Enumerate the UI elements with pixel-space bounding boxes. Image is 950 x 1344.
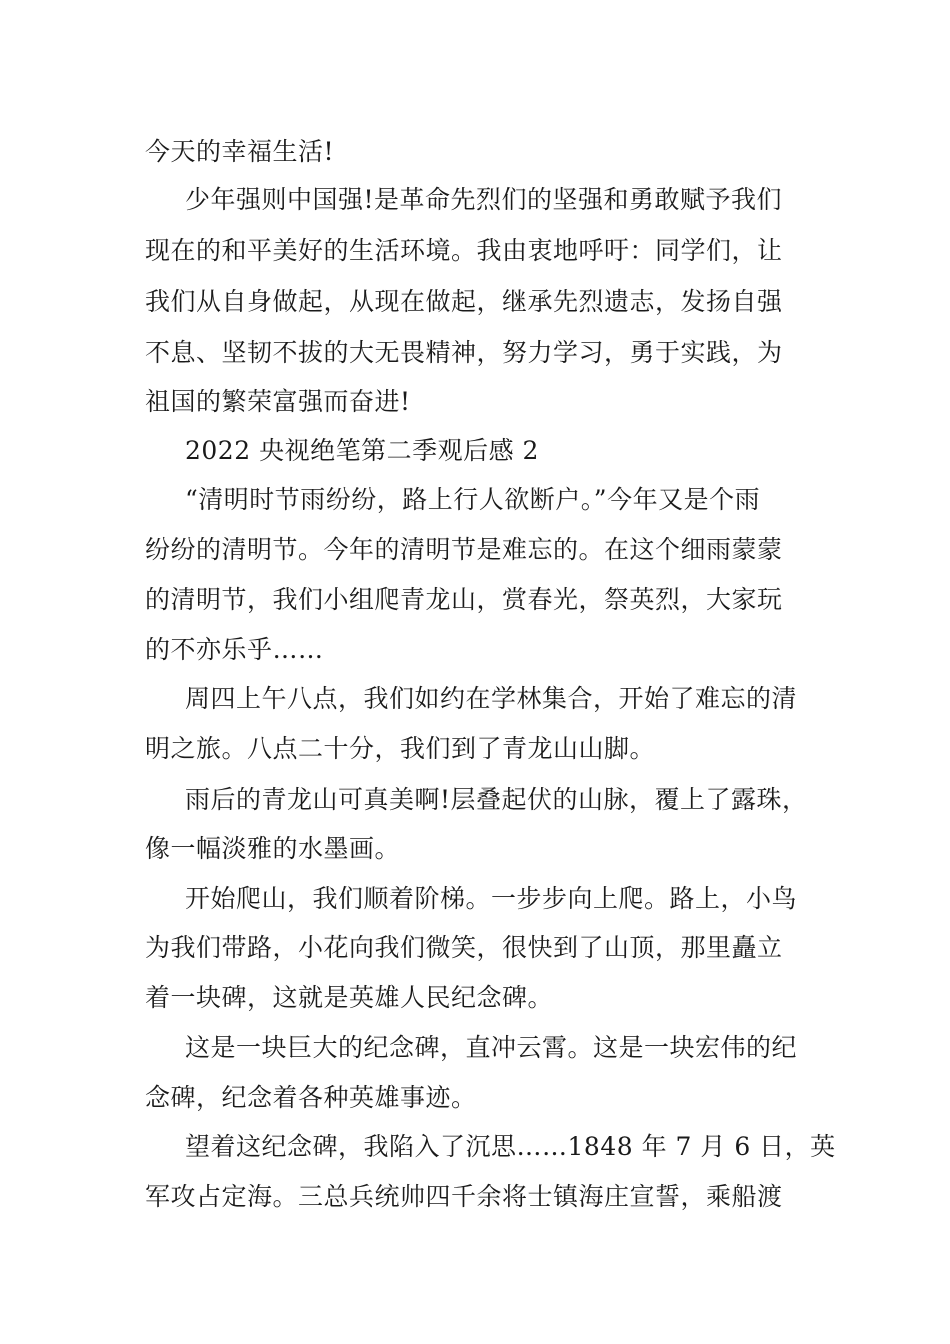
text-line: 祖国的繁荣富强而奋进!	[145, 387, 411, 416]
text-line: 念碑，纪念着各种英雄事迹。	[145, 1083, 477, 1112]
text-line: 明之旅。八点二十分，我们到了青龙山山脚。	[145, 734, 656, 763]
text-line: 的不亦乐乎……	[145, 635, 324, 664]
paragraph-start: 少年强则中国强!是革命先烈们的坚强和勇敢赋予我们	[185, 185, 783, 214]
text-line: 军攻占定海。三总兵统帅四千余将士镇海庄宣誓，乘船渡	[145, 1182, 783, 1211]
text-line: 为我们带路，小花向我们微笑，很快到了山顶，那里矗立	[145, 933, 783, 962]
paragraph-start: 望着这纪念碑，我陷入了沉思……1848 年 7 月 6 日，英	[185, 1132, 836, 1161]
text-line: 像一幅淡雅的水墨画。	[145, 834, 401, 863]
text-line: 不息、坚韧不拔的大无畏精神，努力学习，勇于实践，为	[145, 338, 783, 367]
text-line: 纷纷的清明节。今年的清明节是难忘的。在这个细雨蒙蒙	[145, 535, 783, 564]
text-line: 的清明节，我们小组爬青龙山，赏春光，祭英烈，大家玩	[145, 585, 783, 614]
paragraph-start: 开始爬山，我们顺着阶梯。一步步向上爬。路上，小鸟	[185, 884, 798, 913]
text-line: 我们从自身做起，从现在做起，继承先烈遗志，发扬自强	[145, 287, 783, 316]
paragraph-start: 雨后的青龙山可真美啊!层叠起伏的山脉，覆上了露珠，	[185, 785, 808, 814]
paragraph-start: 周四上午八点，我们如约在学林集合，开始了难忘的清	[185, 684, 798, 713]
paragraph-start: “清明时节雨纷纷，路上行人欲断户。”今年又是个雨	[185, 485, 761, 514]
text-line: 着一块碑，这就是英雄人民纪念碑。	[145, 983, 554, 1012]
text-line: 今天的幸福生活!	[145, 137, 335, 166]
paragraph-start: 这是一块巨大的纪念碑，直冲云霄。这是一块宏伟的纪	[185, 1033, 798, 1062]
section-heading: 2022 央视绝笔第二季观后感 2	[185, 436, 539, 465]
text-line: 现在的和平美好的生活环境。我由衷地呼吁：同学们，让	[145, 236, 783, 265]
